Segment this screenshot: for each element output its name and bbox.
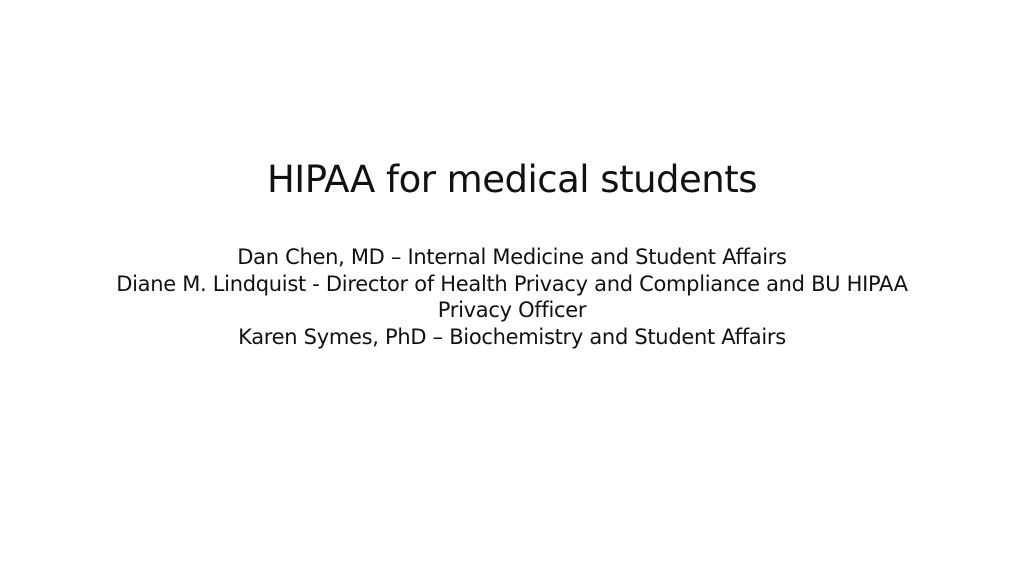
presenter-line-diane-lindquist: Diane M. Lindquist - Director of Health Privacy and Compliance and BU HIPAA [116, 271, 908, 296]
slide-title: HIPAA for medical students [266, 158, 758, 201]
presenter-line-dan-chen: Dan Chen, MD – Internal Medicine and Student Affairs [237, 245, 787, 269]
presenter-line-diane-lindquist-cont: Privacy Officer [437, 298, 587, 322]
presenter-line-karen-symes: Karen Symes, PhD – Biochemistry and Student Affairs [238, 324, 786, 349]
slide-subtitle [40, 244, 984, 350]
